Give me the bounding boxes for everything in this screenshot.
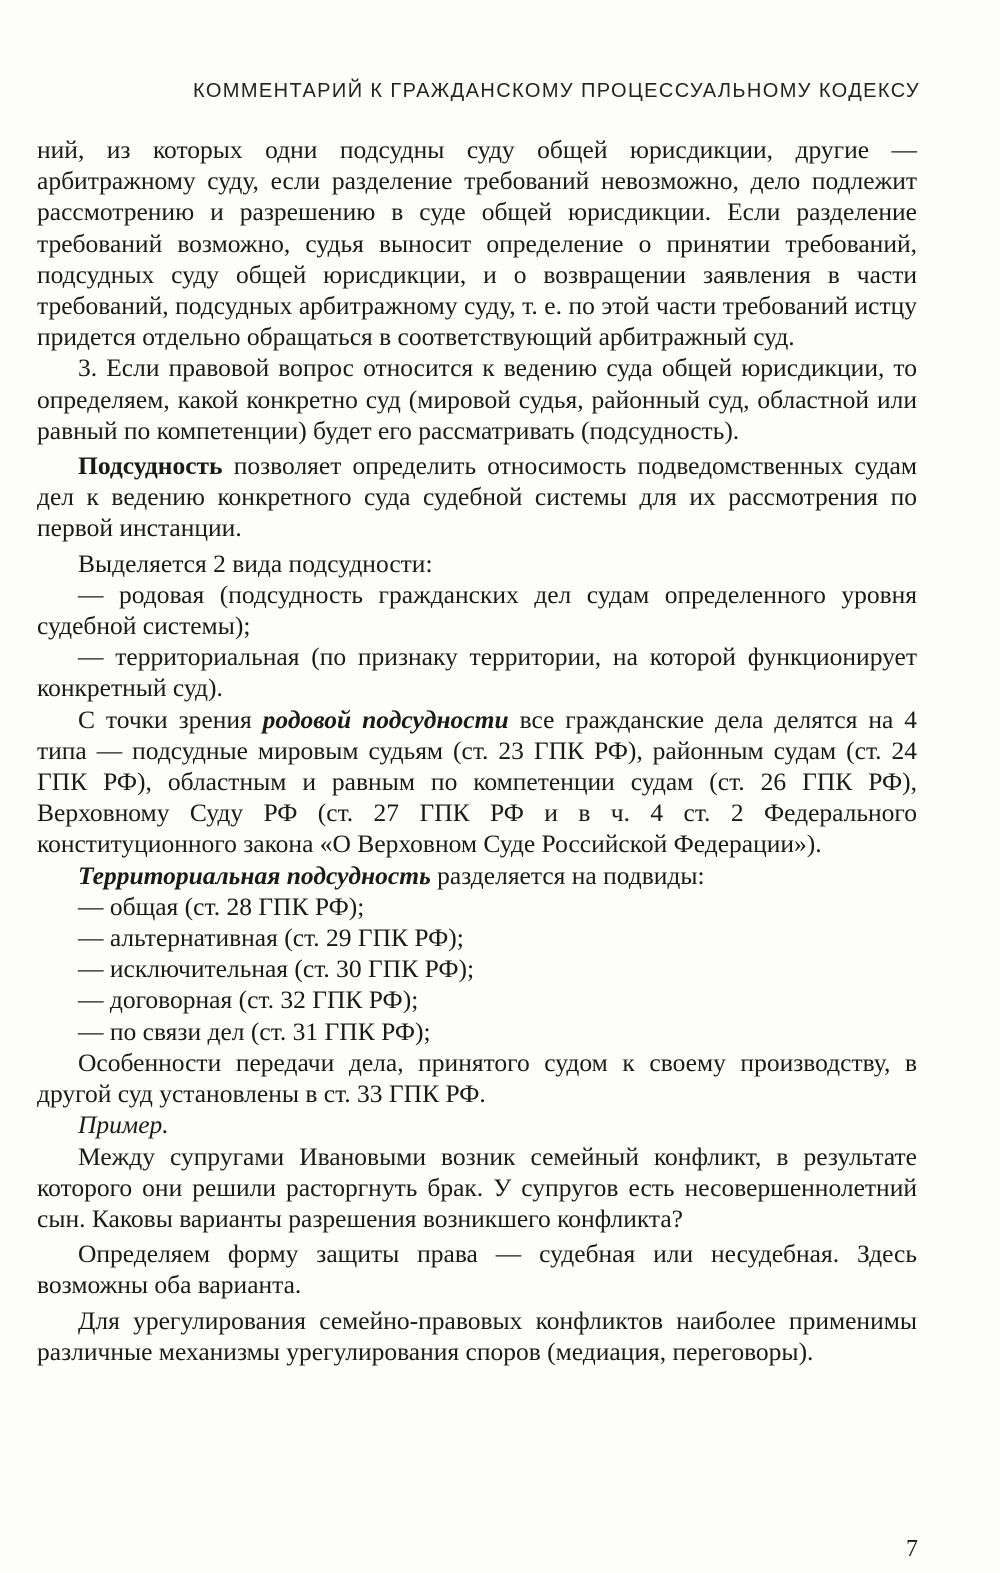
list-item: — договорная (ст. 32 ГПК РФ);	[78, 985, 419, 1015]
body-text	[37, 134, 917, 1367]
paragraph-continuation: ний, из которых одни подсудны суду общей юрисдикции, другие — арбитражному суду, если разделение требований невозможно, дело подлежит рассмотрению и разрешению в суде общей юрисдикции. Если разделение требований возможно, судья выносит определение о принятии требований, подсудных суду общей юрисдикции, и о возвращении заявления в части требований, подсудных арбитражному суду, т. е. по этой части требований истцу придется отдельно обращаться в соответствующий арбитражный суд.	[37, 135, 917, 352]
list-item-territorialnaya: — территориальная (по признаку территории, на которой функционирует конкретный суд).	[37, 642, 917, 703]
paragraph-example: Между супругами Ивановыми возник семейный конфликт, в результате которого они решили расторгнуть брак. У супругов есть несовершеннолетний сын. Каковы варианты разрешения возникшего конфликта?	[37, 1141, 917, 1233]
paragraph-text: разделяется на подвиды:	[430, 860, 705, 890]
paragraph-podsudnost-definition	[37, 450, 917, 544]
list-item: — общая (ст. 28 ГПК РФ);	[78, 891, 365, 921]
page-number: 7	[906, 1536, 918, 1562]
term-podsudnost: Подсудность	[78, 451, 223, 481]
term-rodovaya-podsudnost: родовой подсудности	[262, 704, 509, 734]
paragraph-types-intro: Выделяется 2 вида подсудности:	[78, 548, 433, 578]
paragraph-protection-form: Определяем форму защиты права — судебная или несудебная. Здесь возможны оба варианта.	[37, 1239, 917, 1300]
term-territorialnaya-podsudnost: Территориальная подсудность	[78, 860, 431, 890]
list-item-rodovaya: — родовая (подсудность гражданских дел судам определенного уровня судебной системы);	[37, 579, 917, 641]
paragraph-text: все гражданские дела делятся на 4 типа — подсудные мировым судьям (ст. 23 ГПК РФ), районным судам (ст. 24 ГПК РФ), областным и равным по компетенции судам (ст. 26 ГПК РФ), Верховному Суду РФ (ст. 27 ГПК РФ и в ч. 4 ст. 2 Федерального конституционного закона «О Верховном Суде Российской Федерации»).	[37, 704, 917, 859]
running-header: КОММЕНТАРИЙ К ГРАЖДАНСКОМУ ПРОЦЕССУАЛЬНОМУ КОДЕКСУ	[193, 80, 920, 102]
paragraph-mediation: Для урегулирования семейно-правовых конфликтов наиболее применимы различные механизмы урегулирования споров (медиация, переговоры).	[37, 1305, 917, 1366]
paragraph-text: позволяет определить относимость подведомственных судам дел к ведению конкретного суда судебной системы для их рассмотрения по первой инстанции.	[37, 451, 917, 543]
list-item: — по связи дел (ст. 31 ГПК РФ);	[78, 1016, 431, 1046]
list-item: — альтернативная (ст. 29 ГПК РФ);	[78, 923, 464, 953]
paragraph-transfer: Особенности передачи дела, принятого судом к своему производству, в другой суд установлены в ст. 33 ГПК РФ.	[37, 1047, 917, 1109]
example-label-text: Пример.	[78, 1110, 169, 1140]
list-item: — исключительная (ст. 30 ГПК РФ);	[78, 954, 475, 984]
paragraph-jurisdiction-question: 3. Если правовой вопрос относится к ведению суда общей юрисдикции, то определяем, какой конкретно суд (мировой судья, районный суд, областной или равный по компетенции) будет его рассматривать (подсудность).	[37, 353, 917, 445]
paragraph-territorialnaya-podsudnost	[37, 860, 917, 891]
example-label	[37, 1109, 917, 1140]
paragraph-rodovaya-podsudnost	[37, 704, 917, 860]
paragraph-text: С точки зрения	[78, 704, 263, 734]
